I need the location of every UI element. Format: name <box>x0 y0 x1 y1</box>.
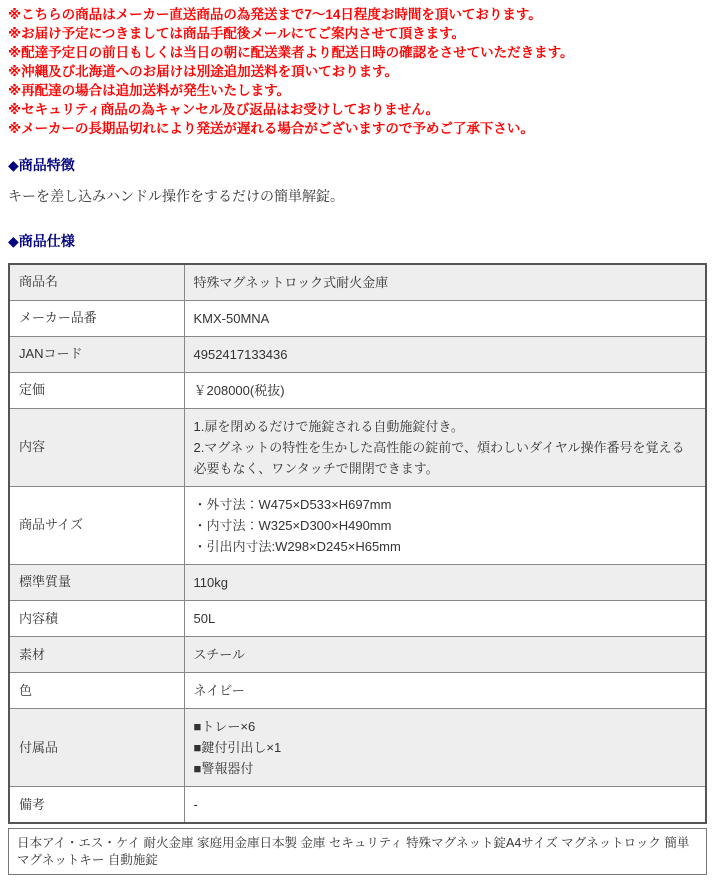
specs-heading: ◆商品仕様 <box>8 232 75 249</box>
spec-value-line: 特殊マグネットロック式耐火金庫 <box>193 274 389 290</box>
table-row <box>9 565 706 601</box>
spec-value-line: ￥208000(税抜) <box>193 382 285 398</box>
table-row <box>9 601 706 637</box>
notice-line: ※こちらの商品はメーカー直送商品の為発送まで7～14日程度お時間を頂いております。 <box>8 7 542 22</box>
spec-value-cell <box>184 372 706 408</box>
spec-label-cell: 商品名 <box>9 264 184 301</box>
spec-value-line: ・内寸法：W325×D300×H490mm <box>193 517 392 533</box>
spec-value-cell <box>184 565 706 601</box>
notice-line: ※沖縄及び北海道へのお届けは別途追加送料を頂いております。 <box>8 64 399 79</box>
notice-line: ※再配達の場合は追加送料が発生いたします。 <box>8 83 291 98</box>
spec-value-line: 50L <box>193 611 216 627</box>
features-body: キーを差し込みハンドル操作をするだけの簡単解錠。 <box>8 188 344 204</box>
spec-label-cell: 付属品 <box>9 709 184 787</box>
table-row <box>9 300 706 336</box>
spec-value-cell <box>184 264 706 301</box>
keywords-box: 日本アイ・エス・ケイ 耐火金庫 家庭用金庫日本製 金庫 セキュリティ 特殊マグネット錠A4サイズ マグネットロック 簡単 マグネットキー 自動施錠 <box>8 828 707 875</box>
notice-line: ※お届け予定につきましては商品手配後メールにてご案内させて頂きます。 <box>8 26 466 41</box>
features-heading: ◆商品特徴 <box>8 157 75 173</box>
spec-value-cell <box>184 787 706 824</box>
spec-label-cell: 色 <box>9 673 184 709</box>
spec-value-cell <box>184 336 706 372</box>
notice-line: ※セキュリティ商品の為キャンセル及び返品はお受けしておりません。 <box>8 102 440 117</box>
spec-value-cell <box>184 637 706 673</box>
shipping-notices <box>8 5 707 138</box>
table-row <box>9 673 706 709</box>
spec-value-line: - <box>193 797 198 813</box>
spec-value-line: 4952417133436 <box>193 346 288 362</box>
spec-label-cell: 内容 <box>9 408 184 486</box>
spec-value-line: ■警報器付 <box>193 761 254 777</box>
spec-label-cell: 備考 <box>9 787 184 824</box>
spec-value-line: 2.マグネットの特性を生かした高性能の錠前で、煩わしいダイヤル操作番号を覚える必要もなく、ワンタッチで開閉できます。 <box>193 439 685 476</box>
spec-value-cell <box>184 601 706 637</box>
table-row <box>9 264 706 301</box>
spec-label-cell: メーカー品番 <box>9 300 184 336</box>
notice-line: ※メーカーの長期品切れにより発送が遅れる場合がございますので予めご了承下さい。 <box>8 121 534 136</box>
table-row <box>9 336 706 372</box>
spec-label-cell: 定価 <box>9 372 184 408</box>
spec-label-cell: 内容積 <box>9 601 184 637</box>
spec-label-cell: JANコード <box>9 336 184 372</box>
spec-value-line: ・引出内寸法:W298×D245×H65mm <box>193 539 401 555</box>
spec-value-line: ■鍵付引出し×1 <box>193 740 282 756</box>
spec-value-line: 110kg <box>193 575 228 591</box>
spec-label-cell: 商品サイズ <box>9 486 184 564</box>
table-row <box>9 486 706 564</box>
spec-label-cell: 標準質量 <box>9 565 184 601</box>
notice-line: ※配達予定日の前日もしくは当日の朝に配送業者より配送日時の確認をさせていただきます。 <box>8 45 574 60</box>
spec-label-cell: 素材 <box>9 637 184 673</box>
table-row <box>9 408 706 486</box>
spec-value-cell <box>184 709 706 787</box>
spec-value-cell <box>184 486 706 564</box>
spec-value-line: ■トレー×6 <box>193 719 256 735</box>
table-row <box>9 709 706 787</box>
spec-value-cell <box>184 673 706 709</box>
spec-value-line: ・外寸法：W475×D533×H697mm <box>193 496 392 512</box>
spec-value-line: ネイビー <box>193 683 245 699</box>
spec-value-cell <box>184 408 706 486</box>
table-row <box>9 787 706 824</box>
spec-table <box>8 263 707 825</box>
spec-value-line: 1.扉を閉めるだけで施錠される自動施錠付き。 <box>193 418 464 434</box>
spec-value-cell <box>184 300 706 336</box>
spec-value-line: スチール <box>193 647 245 663</box>
table-row <box>9 372 706 408</box>
table-row <box>9 637 706 673</box>
spec-value-line: KMX-50MNA <box>193 310 270 326</box>
